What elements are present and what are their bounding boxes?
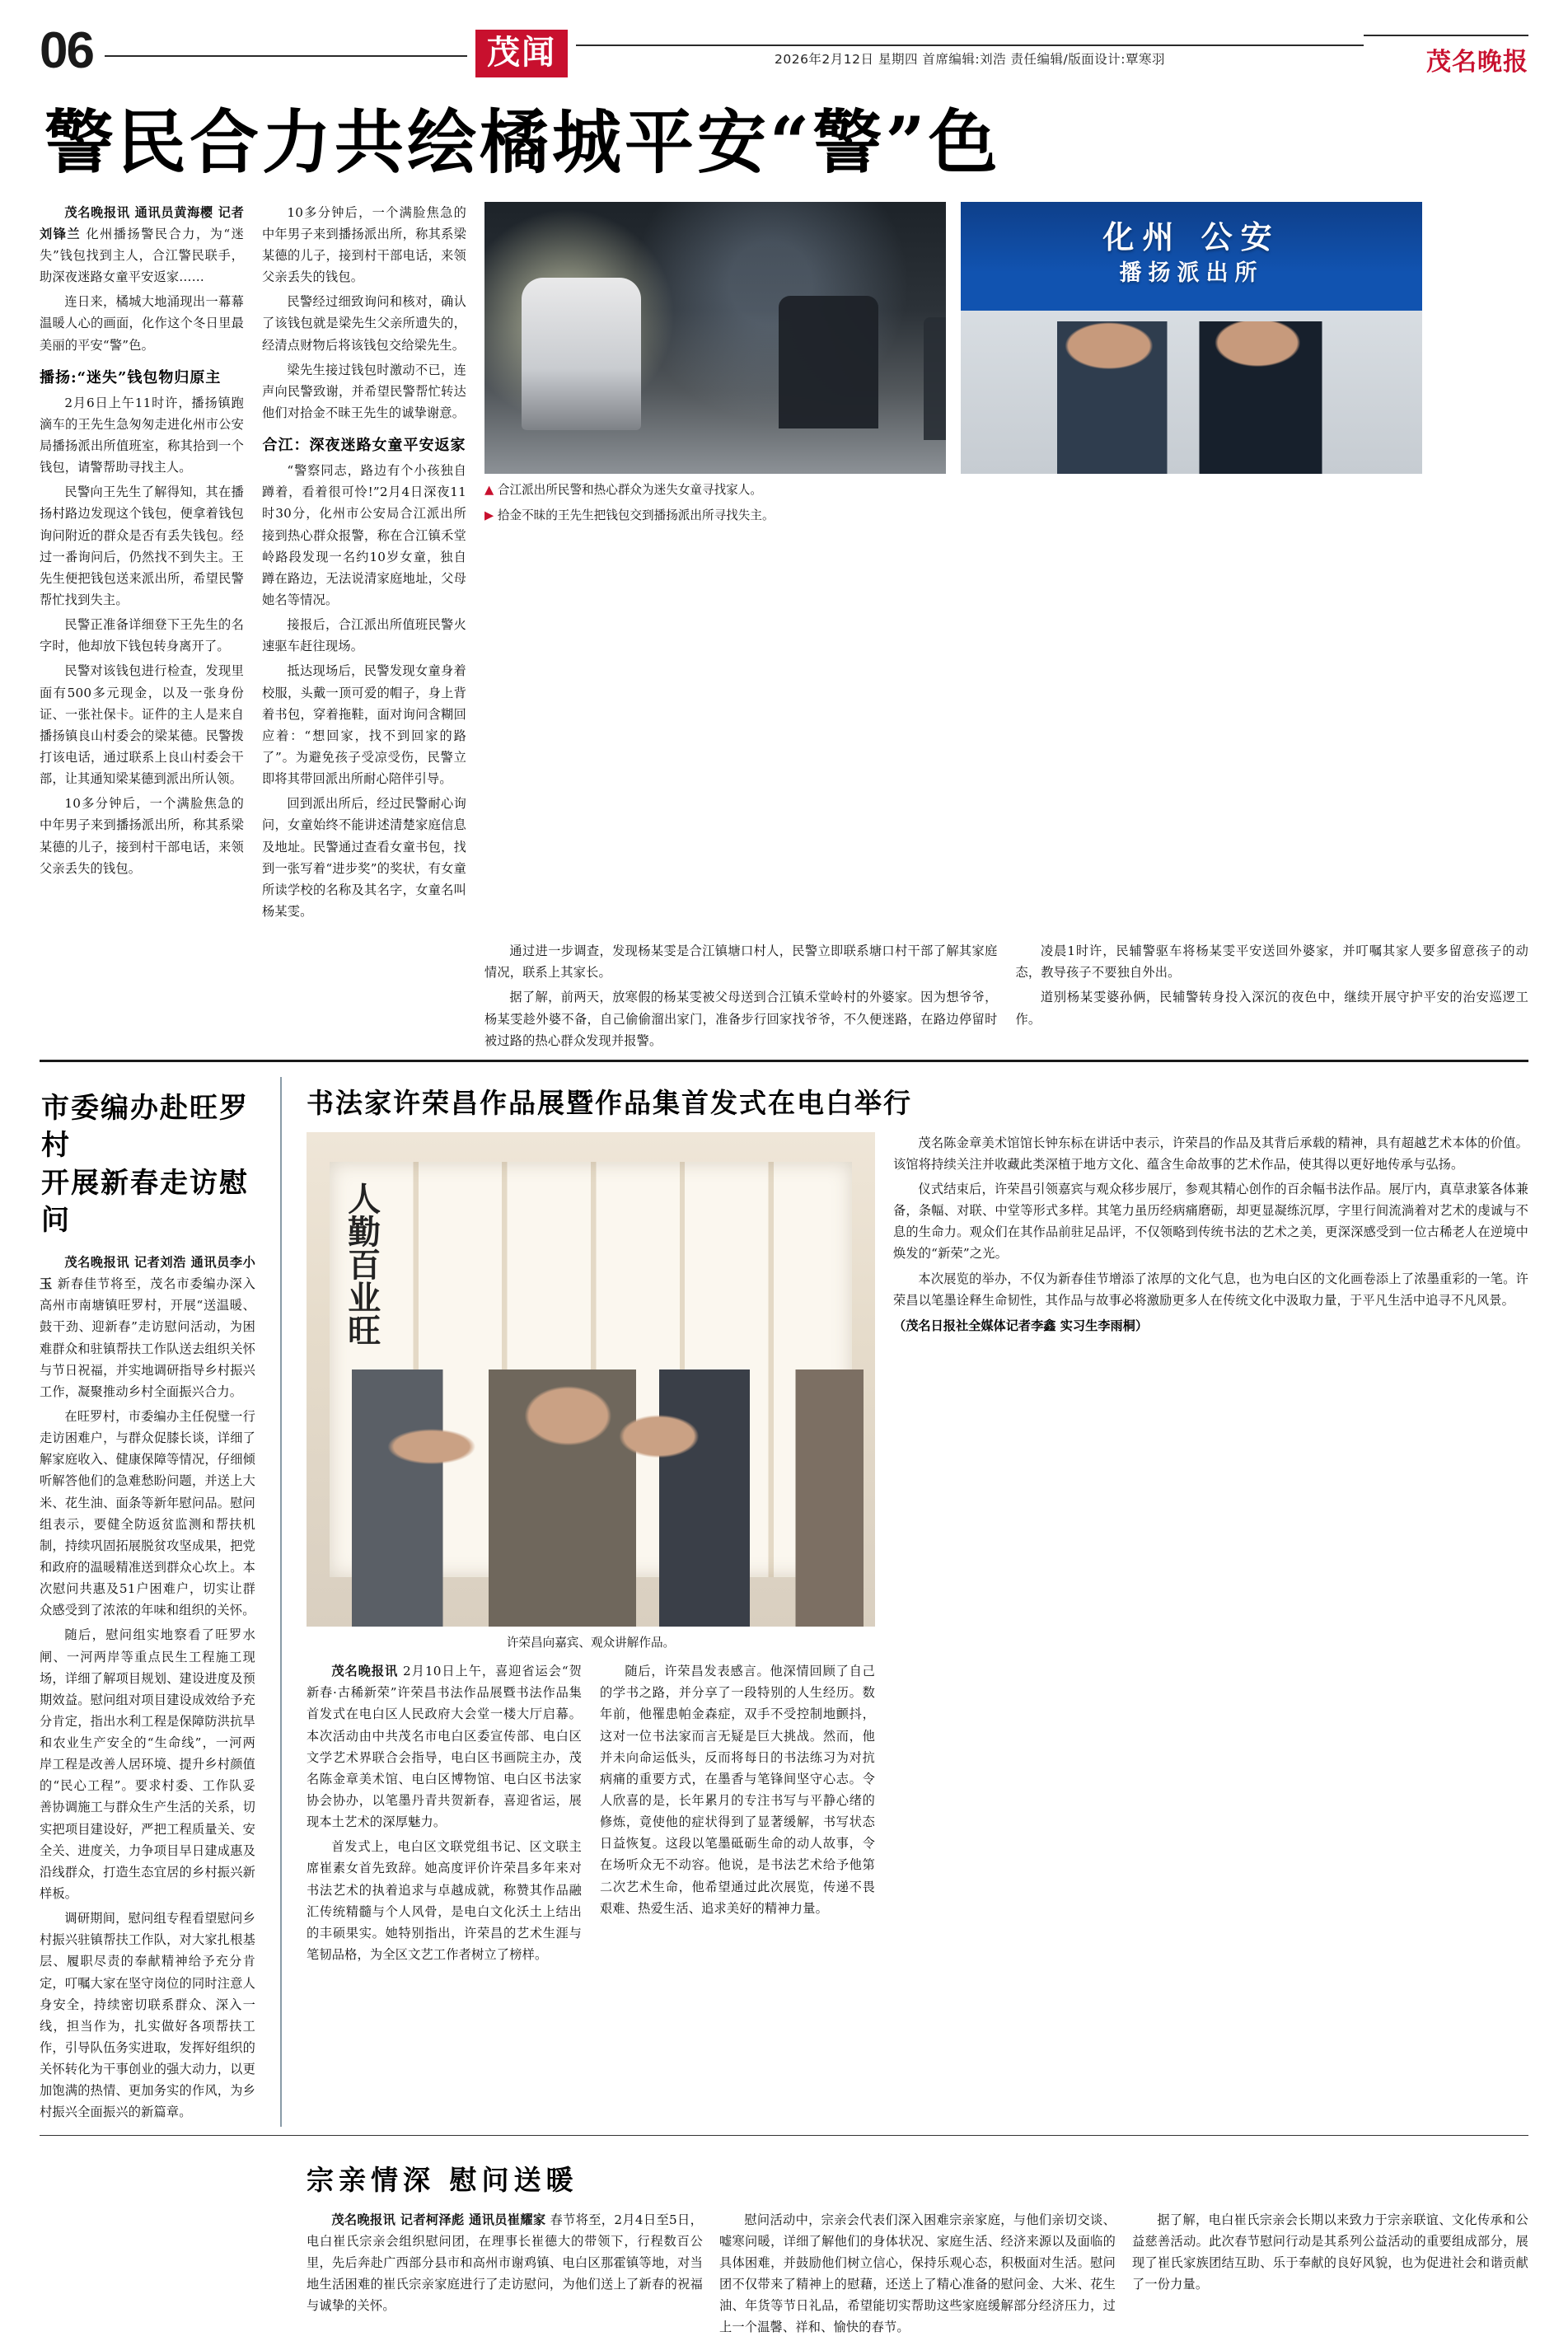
story1-p4: 民警向王先生了解得知，其在播扬村路边发现这个钱包，便拿着钱包询问附近的群众是否有丢失钱包。经过一番询问后，仍然找不到失主。王先生便把钱包送来派出所，希望民警帮忙找到失主。 xyxy=(40,485,244,607)
story3-credit: （茂名日报社全媒体记者李鑫 实习生李雨桐） xyxy=(893,1318,1149,1333)
story1-column-2 xyxy=(262,202,466,925)
photo-night-caption xyxy=(484,480,946,499)
photo-wallet-caption-text: 拾金不昧的王先生把钱包交到播扬派出所寻找失主。 xyxy=(497,508,775,523)
story4-lead xyxy=(307,2209,703,2317)
masthead xyxy=(40,0,1528,92)
section-logo: 茂闻 xyxy=(475,30,568,77)
story1-p16: 凌晨1时许，民辅警驱车将杨某雯平安送回外婆家，并叮嘱其家人要多留意孩子的动态，教导孩子不要独自外出。 xyxy=(1015,943,1528,981)
story1-p7b: 10多分钟后，一个满脸焦急的中年男子来到播扬派出所，称其系梁某德的儿子，接到村干部电话，来领父亲丢失的钱包。 xyxy=(262,204,466,285)
story1-p7: 10多分钟后，一个满脸焦急的中年男子来到播扬派出所，称其系梁某德的儿子，接到村干部电话，来领父亲丢失的钱包。 xyxy=(40,796,244,876)
story4-col-3 xyxy=(1132,2209,1528,2341)
story4-columns xyxy=(307,2209,1528,2341)
story4-p2: 慰问活动中，宗亲会代表们深入困难宗亲家庭，与他们亲切交谈、嘘寒问暖，详细了解他们的身体状况、家庭生活、经济来源以及面临的具体困难，并鼓励他们树立信心，保持乐观心态，积极面对生活。慰问团不仅带来了精神上的慰藉，还送上了精心准备的慰问金、大米、花生油、年货等节日礼品，希望能切实帮助这些家庭缓解部分经济压力，过上一个温馨、祥和、愉快的春节。 xyxy=(719,2212,1116,2335)
masthead-rule-left xyxy=(105,55,467,57)
story4-col-1 xyxy=(307,2209,703,2341)
story1-p8: 民警经过细致询问和核对，确认了该钱包就是梁先生父亲所遗失的，经清点财物后将该钱包交给梁先生。 xyxy=(262,294,466,353)
story1-p17: 道别杨某雯婆孙俩，民辅警转身投入深沉的夜色中，继续开展守护平安的治安巡逻工作。 xyxy=(1015,990,1528,1027)
story1-lead xyxy=(40,202,244,288)
story3-lower-columns xyxy=(307,1660,875,1969)
story2-p4: 调研期间，慰问组专程看望慰问乡村振兴驻镇帮扶工作队，对大家扎根基层、履职尽责的奉献精神给予充分肯定，叮嘱大家在坚守岗位的同时注意人身安全，持续密切联系群众、深入一线，担当作为，扎实做好各项帮扶工作，引导队伍务实进取，发挥好组织的关怀转化为干事创业的强大动力，以更加饱满的热情、更加务实的作风，为乡村振兴全面振兴的新篇章。 xyxy=(40,1911,255,2120)
photo-night-search xyxy=(484,202,946,474)
story2-title-line2: 开展新春走访慰问 xyxy=(41,1166,249,1238)
story3-title: 书法家许荣昌作品展暨作品集首发式在电白举行 xyxy=(307,1086,912,1119)
story2-lead xyxy=(40,1252,255,1402)
story2-title-line1: 市委编办赴旺罗村 xyxy=(41,1091,249,1163)
story1-cont-col-2 xyxy=(1016,940,1529,1055)
story3-p3: 随后，许荣昌发表感言。他深情回顾了自己的学书之路，并分享了一段特别的人生经历。数年前，他罹患帕金森症，双手不受控制地颤抖，这对一位书法家而言无疑是巨大挑战。然而，他并未向命运低头，反而将每日的书法练习为对抗病痛的重要方式，在墨香与笔锋间坚守心志。令人欣喜的是，长年累月的专注书写与平静心绪的修炼，竟使他的症状得到了显著缓解，书写状态日益恢复。这段以笔墨砥砺生命的动人故事，令在场听众无不动容。他说，是书法艺术给予他第二次艺术生命，他希望通过此次展览，传递不畏艰难、热爱生活、追求美好的精神力量。 xyxy=(600,1664,875,1916)
story1-lead-text: 化州播扬警民合力，为“迷失”钱包找到主人，合江警民联手，助深夜迷路女童平安返家…… xyxy=(40,226,244,285)
story1-cont-col-1 xyxy=(484,940,998,1055)
page-number: 06 xyxy=(40,22,93,79)
story-bianban xyxy=(40,1077,255,2127)
story1-photo-column xyxy=(484,202,946,925)
story3-p1-text: 2月10日上午，喜迎省运会“贺新春·古稀新荣”许荣昌书法作品展暨书法作品集首发式在电白区人民政府大会堂一楼大厅启幕。本次活动由中共茂名市电白区委宣传部、电白区文学艺术界联合会指导，电白区书画院主办，茂名陈金章美术馆、电白区博物馆、电白区书法家协会协办，以笔墨丹青共贺新春，喜迎省运，展现本土艺术的深厚魅力。 xyxy=(307,1664,582,1830)
story1-p2: 连日来，橘城大地涌现出一幕幕温暖人心的画面，化作这个冬日里最美丽的平安“警”色。 xyxy=(40,294,244,353)
story1-subhead-2: 合江：深夜迷路女童平安返家 xyxy=(262,437,466,455)
story1-p5: 民警正准备详细登下王先生的名字时，他却放下钱包转身离开了。 xyxy=(40,617,244,654)
divider-1 xyxy=(40,1060,1528,1062)
story1-p15: 据了解，前两天，放寒假的杨某雯被父母送到合江镇禾堂岭村的外婆家。因为想爷爷，杨某雯趁外婆不备，自己偷偷溜出家门，准备步行回家找爷爷，不久便迷路，在路边停留时被过路的热心群众发现并报警。 xyxy=(484,990,998,1048)
story1-p3: 2月6日上午11时许，播扬镇跑滴车的王先生急匆匆走进化州市公安局播扬派出所值班室，称其拾到一个钱包，请警帮助寻找主人。 xyxy=(40,395,244,475)
story1-photo-column-2 xyxy=(961,202,1422,925)
vertical-divider xyxy=(280,1077,282,2127)
station-sign-main: 化州 公安 xyxy=(1102,218,1280,255)
story4-byline: 茂名晚报讯 记者柯泽彪 通讯员崔耀家 xyxy=(331,2212,546,2227)
story1-subhead-1: 播扬:“迷失”钱包物归原主 xyxy=(40,368,222,386)
story1-byline: 茂名晚报讯 通讯员黄海樱 记者刘锋兰 xyxy=(40,204,244,241)
story1-p9: 梁先生接过钱包时激动不已，连声向民警致谢，并希望民警帮忙转达他们对拾金不昧王先生的诚挚谢意。 xyxy=(262,362,466,420)
station-sign xyxy=(984,218,1399,294)
station-people xyxy=(1025,321,1348,474)
station-sign-sub: 播扬派出所 xyxy=(1119,260,1264,287)
story4-title: 宗亲情深 慰问送暖 xyxy=(307,2163,578,2196)
story4-p1: 春节将至，2月4日至5日，电白崔氏宗亲会组织慰问团，在理事长崔德大的带领下，行程数百公里，先后奔赴广西部分县市和高州市谢鸡镇、电白区那霍镇等地，对当地生活困难的崔氏宗亲家庭进行了走访慰问，为他们送上了新春的祝福与诚挚的关怀。 xyxy=(307,2212,703,2314)
caption-marker-up: ▲ xyxy=(484,482,494,497)
story3-photo-block xyxy=(307,1132,875,1969)
story1-p12: 抵达现场后，民警发现女童身着校服，头戴一顶可爱的帽子，身上背着书包，穿着拖鞋，面对询问含糊回应着：“想回家，找不到回家的路了”。为避免孩子受凉受伤，民警立即将其带回派出所耐心陪伴引导。 xyxy=(262,663,466,787)
story1-media-area xyxy=(484,202,1528,925)
photo-police-station xyxy=(961,202,1422,474)
story-police-community xyxy=(40,202,1528,940)
photo-night-caption-text: 合江派出所民警和热心群众为迷失女童寻找家人。 xyxy=(497,482,762,497)
story3-p4: 茂名陈金章美术馆馆长钟东标在讲话中表示，许荣昌的作品及其背后承载的精神，具有超越艺术本体的价值。该馆将持续关注并收藏此类深植于地方文化、蕴含生命故事的艺术作品，使其得以更好地传承与弘扬。 xyxy=(893,1135,1528,1172)
story-calligraphy xyxy=(307,1077,1528,2127)
story3-col-b xyxy=(600,1660,875,1969)
story3-p5: 仪式结束后，许荣昌引领嘉宾与观众移步展厅，参观其精心创作的百余幅书法作品。展厅内，真草隶篆各体兼备，条幅、对联、中堂等形式多样。其笔力虽历经病痛磨砺，却更显凝练沉厚，字里行间流淌着对艺术的虔诚与不息的生命力。观众们在其作品前驻足品评，不仅领略到传统书法的艺术之美，更深深感受到一位古稀老人在逆境中焕发的“新荣”之光。 xyxy=(893,1182,1528,1262)
story3-p1 xyxy=(307,1660,582,1833)
caption-marker-right: ▶ xyxy=(484,508,494,523)
story3-col-a xyxy=(307,1660,582,1969)
masthead-meta: 2026年2月12日 星期四 首席编辑:刘浩 责任编辑/版面设计:覃寒羽 xyxy=(576,44,1364,68)
story2-byline: 茂名晚报讯 记者刘浩 通讯员李小玉 xyxy=(40,1254,255,1292)
paper-name: 茂名晚报 xyxy=(1364,35,1528,77)
story1-p6: 民警对该钱包进行检查，发现里面有500多元现金，以及一张身份证、一张社保卡。证件的主人是来自播扬镇良山村委会的梁某德。民警拨打该电话，通过联系上良山村委会干部，让其通知梁某德到派出所认领。 xyxy=(40,663,244,787)
story3-body xyxy=(307,1132,1528,1969)
exhibition-visitors xyxy=(307,1369,875,1627)
photo-calligraphy-exhibition xyxy=(307,1132,875,1627)
story1-continuation xyxy=(40,940,1528,1055)
story4-p3: 据了解，电白崔氏宗亲会长期以来致力于宗亲联谊、文化传承和公益慈善活动。此次春节慰问行动是其系列公益活动的重要组成部分，展现了崔氏家族团结互助、乐于奉献的良好风貌，也为促进社会和谐贡献了一份力量。 xyxy=(1132,2212,1528,2292)
story1-p11: 接报后，合江派出所值班民警火速驱车赶往现场。 xyxy=(262,617,466,654)
story4-col-2 xyxy=(719,2209,1116,2341)
story2-p2: 在旺罗村，市委编办主任倪璧一行走访困难户，与群众促膝长谈，详细了解家庭收入、健康保障等情况，仔细倾听解答他们的急难愁盼问题，并送上大米、花生油、面条等新年慰问品。慰问组表示，要健全防返贫监测和帮扶机制，持续巩固拓展脱贫攻坚成果，把党和政府的温暖精准送到群众心坎上。本次慰问共惠及51户困难户，切实让群众感受到了浓浓的年味和组织的关怀。 xyxy=(40,1408,255,1618)
story1-p14: 通过进一步调查，发现杨某雯是合江镇塘口村人，民警立即联系塘口村干部了解其家庭情况，联系上其家长。 xyxy=(484,943,998,981)
story3-p6: 本次展览的举办，不仅为新春佳节增添了浓厚的文化气息，也为电白区的文化画卷添上了浓墨重彩的一笔。许荣昌以笔墨诠释生命韧性，其作品与故事必将激励更多人在传统文化中汲取力量，于平凡生活中追寻不凡风景。 xyxy=(893,1271,1528,1308)
story3-right-column xyxy=(893,1132,1528,1969)
story2-p3: 随后，慰问组实地察看了旺罗水闸、一河两岸等重点民生工程施工现场，详细了解项目规划、建设进度及预期效益。慰问组对项目建设成效给予充分肯定，指出水利工程是保障防洪抗旱和农业生产安全的“生命线”，一河两岸工程是改善人居环境、提升乡村颜值的“民心工程”。要求村委、工作队妥善协调施工与群众生产生活的关系，切实把项目建设好，严把工程质量关、安全关、进度关，力争项目早日建成惠及沿线群众，打造生态宜居的乡村振兴新样板。 xyxy=(40,1627,255,1902)
story2-p1: 新春佳节将至，茂名市委编办深入高州市南塘镇旺罗村，开展“送温暖、鼓干劲、迎新春”走访慰问活动，为困难群众和驻镇帮扶工作队送去组织关怀与节日祝福，并实地调研指导乡村振兴工作，凝聚推动乡村全面振兴合力。 xyxy=(40,1276,255,1399)
story3-byline: 茂名晚报讯 xyxy=(331,1664,399,1679)
story-clan-visit xyxy=(40,2147,1528,2341)
story2-title xyxy=(40,1077,255,1252)
page-title: 警民合力共绘橘城平安“警”色 xyxy=(44,101,1001,183)
photo-calligraphy-caption: 许荣昌向嘉宾、观众讲解作品。 xyxy=(506,1635,676,1650)
story1-column-1 xyxy=(40,202,244,925)
story1-p13: 回到派出所后，经过民警耐心询问，女童始终不能讲述清楚家庭信息及地址。民警通过查看女童书包，找到一张写着“进步奖”的奖状，有女童所读学校的名称及其名字，女童名叫杨某雯。 xyxy=(262,796,466,919)
story1-p10: “警察同志，路边有个小孩独自蹲着，看着很可怜!”2月4日深夜11时30分，化州市公安局合江派出所接到热心群众报警，称在合江镇禾堂岭路段发现一名约10岁女童，独自蹲在路边，无法说清家庭地址，父母她名等情况。 xyxy=(262,463,466,607)
photo-wallet-caption xyxy=(484,506,946,525)
calligraphy-glyphs: 人勤百业旺 xyxy=(342,1181,381,1346)
divider-2 xyxy=(40,2135,1528,2136)
middle-section xyxy=(40,1072,1528,2127)
story3-p2: 首发式上，电白区文联党组书记、区文联主席崔素女首先致辞。她高度评价许荣昌多年来对书法艺术的执着追求与卓越成就，称赞其作品融汇传统精髓与个人风骨，是电白文化沃土上结出的丰硕果实。她特别指出，许荣昌的艺术生涯与笔韧品格，为全区文艺工作者树立了榜样。 xyxy=(307,1839,582,1962)
